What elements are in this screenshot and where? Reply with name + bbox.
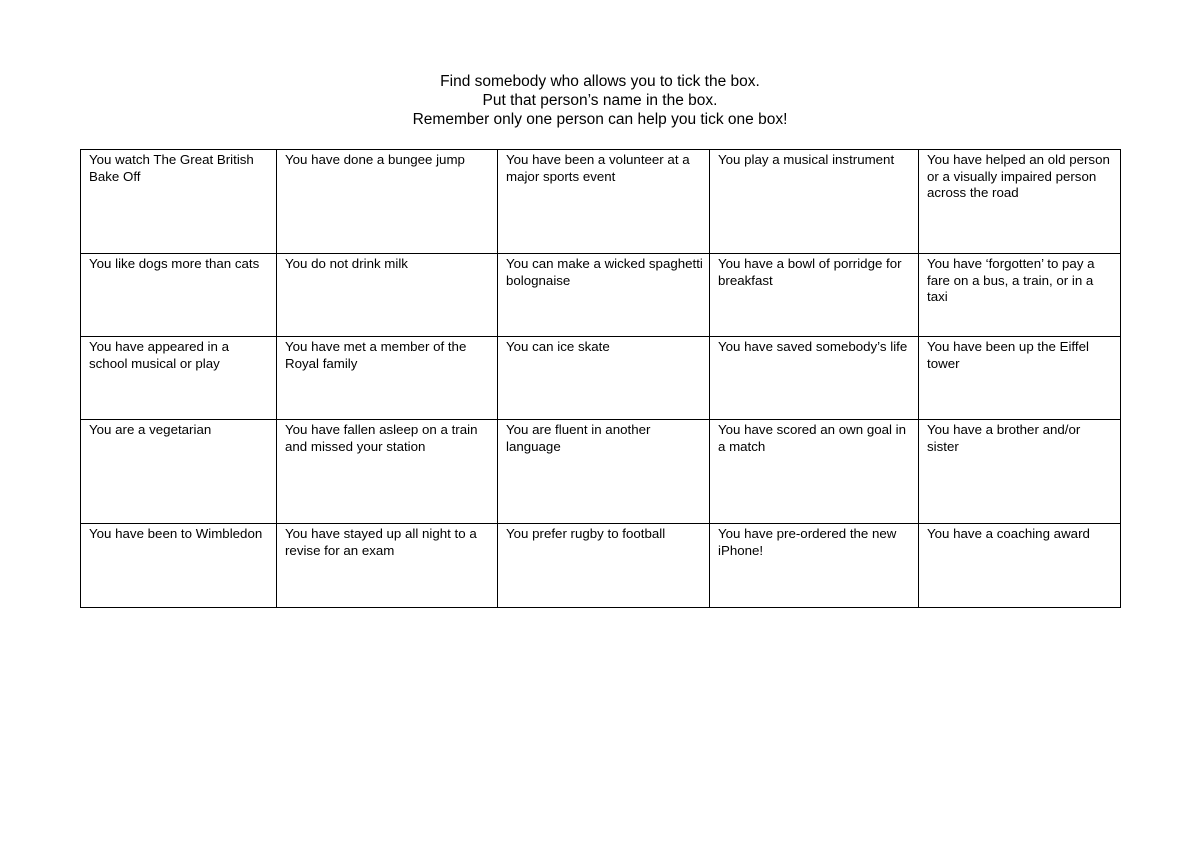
grid-cell[interactable]: You have been to Wimbledon <box>81 524 277 608</box>
grid-row-1 <box>81 150 1121 254</box>
grid-row-2 <box>81 254 1121 337</box>
bingo-grid <box>80 149 1121 608</box>
grid-cell[interactable]: You have saved somebody’s life <box>710 337 919 420</box>
grid-cell[interactable]: You are a vegetarian <box>81 420 277 524</box>
grid-cell[interactable]: You have done a bungee jump <box>277 150 498 254</box>
grid-cell[interactable]: You have met a member of the Royal family <box>277 337 498 420</box>
grid-cell[interactable]: You have ‘forgotten’ to pay a fare on a bus, a train, or in a taxi <box>919 254 1121 337</box>
grid-cell[interactable]: You are fluent in another language <box>498 420 710 524</box>
grid-cell[interactable]: You have been up the Eiffel tower <box>919 337 1121 420</box>
grid-cell[interactable]: You watch The Great British Bake Off <box>81 150 277 254</box>
instruction-line-1: Find somebody who allows you to tick the box. <box>440 73 760 90</box>
grid-cell[interactable]: You do not drink milk <box>277 254 498 337</box>
grid-row-4 <box>81 420 1121 524</box>
grid-cell[interactable]: You have a bowl of porridge for breakfast <box>710 254 919 337</box>
grid-cell[interactable]: You prefer rugby to football <box>498 524 710 608</box>
grid-cell[interactable]: You have a coaching award <box>919 524 1121 608</box>
grid-cell[interactable]: You have been a volunteer at a major sports event <box>498 150 710 254</box>
grid-cell[interactable]: You have pre-ordered the new iPhone! <box>710 524 919 608</box>
grid-cell[interactable]: You have helped an old person or a visually impaired person across the road <box>919 150 1121 254</box>
grid-cell[interactable]: You can make a wicked spaghetti bolognaise <box>498 254 710 337</box>
grid-cell[interactable]: You can ice skate <box>498 337 710 420</box>
grid-cell[interactable]: You have a brother and/or sister <box>919 420 1121 524</box>
grid-cell[interactable]: You like dogs more than cats <box>81 254 277 337</box>
grid-cell[interactable]: You have fallen asleep on a train and missed your station <box>277 420 498 524</box>
instructions <box>0 72 1200 129</box>
grid-cell[interactable]: You play a musical instrument <box>710 150 919 254</box>
grid-cell[interactable]: You have stayed up all night to a revise for an exam <box>277 524 498 608</box>
grid-cell[interactable]: You have scored an own goal in a match <box>710 420 919 524</box>
instruction-line-3: Remember only one person can help you tick one box! <box>412 111 788 128</box>
grid-row-5 <box>81 524 1121 608</box>
instruction-line-2: Put that person’s name in the box. <box>482 92 718 109</box>
grid-row-3 <box>81 337 1121 420</box>
grid-cell[interactable]: You have appeared in a school musical or play <box>81 337 277 420</box>
